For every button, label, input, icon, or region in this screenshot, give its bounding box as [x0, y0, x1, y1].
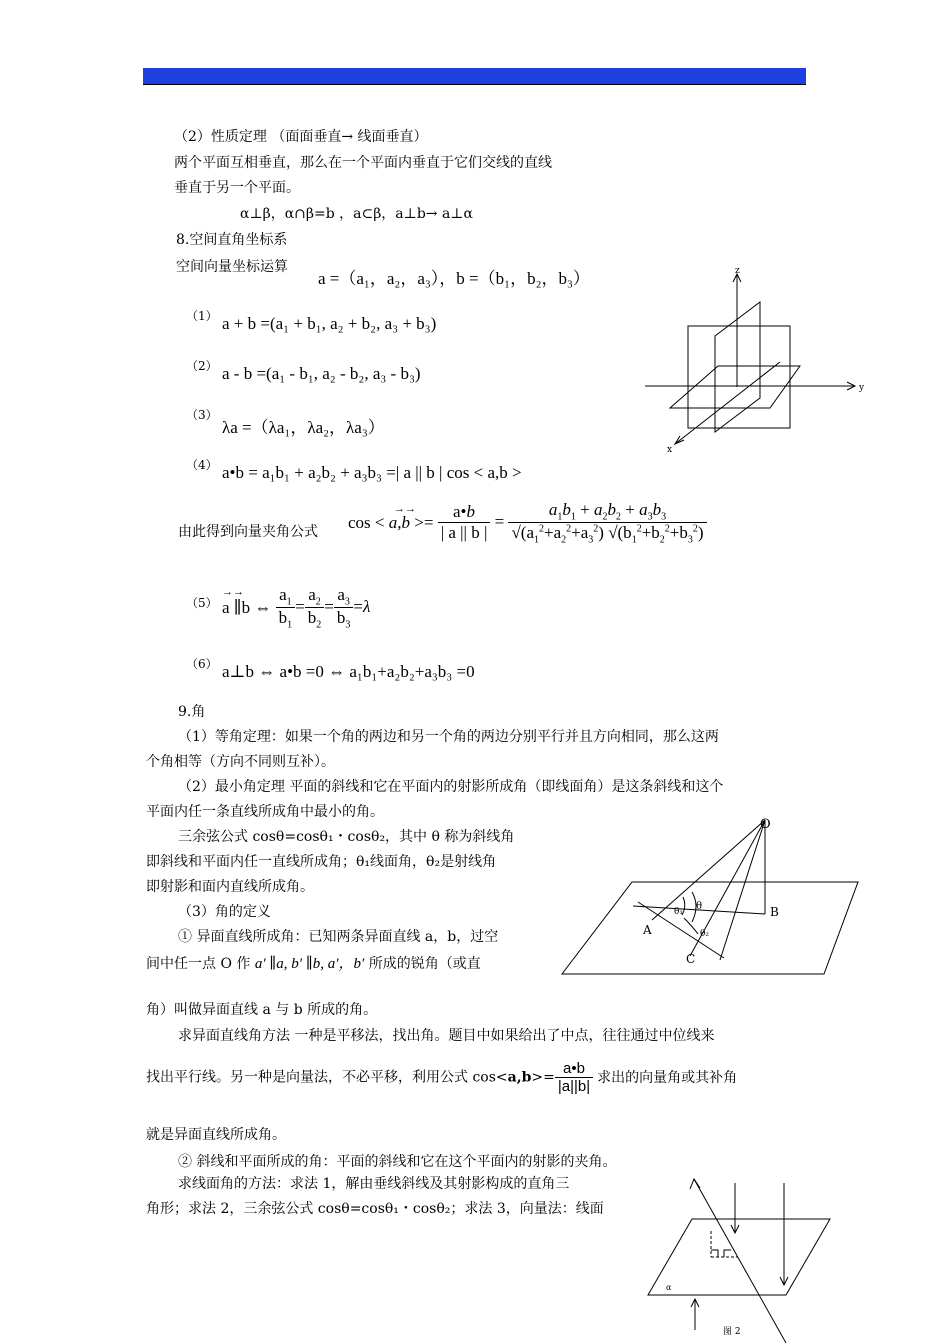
- header-rule: [143, 84, 806, 85]
- theorem-line-1: 两个平面互相垂直，那么在一个平面内垂直于它们交线的直线: [174, 155, 552, 171]
- para-7: ② 斜线和平面所成的角：平面的斜线和它在这个平面内的射影的夹角。: [178, 1154, 617, 1170]
- point-C: C: [686, 952, 696, 966]
- plane-alpha-label: α: [666, 1283, 672, 1292]
- item-3-formula: λa =（λa₁，λa₂，λa₃）: [222, 418, 385, 437]
- item-2-label: （2）: [186, 359, 218, 373]
- angle-formula-intro: 由此得到向量夹角公式: [178, 524, 318, 540]
- para-5-pre: 间中任一点 O 作: [146, 956, 251, 972]
- para-4: （3）角的定义: [178, 904, 271, 920]
- vector-definition: a =（a₁，a₂，a₃），b =（b₁，b₂，b₃）: [318, 269, 590, 288]
- para-1-line-2: 个角相等（方向不同则互补）。: [146, 754, 335, 770]
- item-3-label: （3）: [186, 408, 218, 422]
- section-9-title: 9.角: [178, 704, 206, 720]
- para-6-line-2: [146, 1060, 737, 1095]
- section-8-subtitle: 空间向量坐标运算: [176, 259, 288, 275]
- item-6-label: （6）: [186, 657, 218, 671]
- para-2-line-2: 平面内任一条直线所成角中最小的角。: [146, 804, 384, 820]
- point-B: B: [770, 905, 779, 919]
- para-6-post: 求出的向量角或其补角: [597, 1069, 738, 1086]
- item-1-label: （1）: [186, 309, 218, 323]
- para-2-line-1: （2）最小角定理 平面的斜线和它在平面内的射影所成角（即线面角）是这条斜线和这个: [178, 779, 724, 795]
- item-6-formula: a⊥b ⇔ a•b =0 ⇔ a₁b₁+a₂b₂+a₃b₃ =0: [222, 662, 475, 681]
- para-8-line-2: 角形；求法 2，三余弦公式 cosθ=cosθ₁・cosθ₂；求法 3，向量法：线面: [146, 1201, 604, 1217]
- para-6-pre: 找出平行线。另一种是向量法，不必平移，利用公式 cos<: [146, 1069, 508, 1086]
- para-5-line-2: [146, 952, 481, 973]
- theta2-label: θ₂: [700, 929, 710, 939]
- theorem-formula: α⊥β，α∩β=b ，a⊂β，a⊥b→ a⊥α: [240, 206, 473, 222]
- para-1-line-1: （1）等角定理：如果一个角的两边和另一个角的两边分别平行并且方向相同，那么这两: [178, 729, 719, 745]
- para-6-fraction: $\frac{a•b}{|a||b|}$: [555, 1060, 593, 1095]
- para-6-line-3: 就是异面直线所成角。: [146, 1127, 286, 1143]
- para-5-post: 所成的锐角（或直: [368, 956, 481, 972]
- para-5-line-3: 角）叫做异面直线 a 与 b 所成的角。: [146, 1002, 378, 1018]
- item-4-formula: a•b = a₁b₁ + a₂b₂ + a₃b₃ =| a || b | cos < a,b >: [222, 463, 522, 482]
- para-8-line-1: 求线面角的方法：求法 1，解由垂线斜线及其射影构成的直角三: [178, 1176, 570, 1192]
- para-5-math: a′ ∥a, b′ ∥b, a′，b′: [254, 956, 365, 972]
- line-plane-angle-figure: [646, 1175, 838, 1344]
- theorem-title: （2）性质定理 （面面垂直→ 线面垂直）: [174, 129, 428, 145]
- three-cosine-figure: [560, 810, 865, 980]
- z-axis-label: z: [735, 266, 740, 276]
- para-3-line-3: 即射影和面内直线所成角。: [146, 879, 314, 895]
- item-2-formula: a - b =(a₁ - b₁, a₂ - b₂, a₃ - b₃): [222, 364, 421, 383]
- point-O: O: [760, 817, 771, 832]
- item-5-label: （5）: [186, 596, 218, 610]
- item-5-formula: a ∥b ⇔ →→ $\frac{a_1}{b_1}$ = $\frac{a_2}{b_2}$ = $\frac{a_3}{b_3}$ =λ: [222, 585, 371, 631]
- para-6-ab: a,b: [507, 1069, 532, 1086]
- para-3-line-2: 即斜线和平面内任一直线所成角；θ₁线面角，θ₂是射线角: [146, 854, 497, 870]
- x-axis-label: x: [667, 445, 673, 455]
- theorem-line-2: 垂直于另一个平面。: [174, 180, 300, 196]
- coordinate-system-figure: [640, 262, 870, 458]
- section-8-title: 8.空间直角坐标系: [176, 232, 288, 248]
- figure-2-caption: 图 2: [723, 1327, 741, 1337]
- item-1-formula: a + b =(a₁ + b₁, a₂ + b₂, a₃ + b₃): [222, 314, 437, 333]
- para-6-mid: >=: [531, 1069, 555, 1086]
- para-5-line-1: ① 异面直线所成角：已知两条异面直线 a，b，过空: [178, 929, 499, 945]
- point-A: A: [643, 923, 652, 937]
- para-6-line-1: 求异面直线角方法 一种是平移法，找出角。题目中如果给出了中点，往往通过中位线来: [178, 1028, 715, 1044]
- para-3-line-1: 三余弦公式 cosθ=cosθ₁・cosθ₂，其中 θ 称为斜线角: [178, 829, 515, 845]
- theta1-label: θ₁: [674, 907, 684, 917]
- y-axis-label: y: [859, 383, 865, 393]
- header-bar: [143, 68, 806, 84]
- item-4-label: （4）: [186, 458, 218, 472]
- theta-label: θ: [696, 901, 703, 912]
- angle-formula: cos < a,b >= →→ $\frac{a•b}{| a || b |}$ = $\frac{a_1b_1 + a_2b_2 + a_3b_3}{√(a_1^2+a_2^2+a_3^2) √(b_1^2+b_2^2+b_3^2)}$: [348, 500, 707, 546]
